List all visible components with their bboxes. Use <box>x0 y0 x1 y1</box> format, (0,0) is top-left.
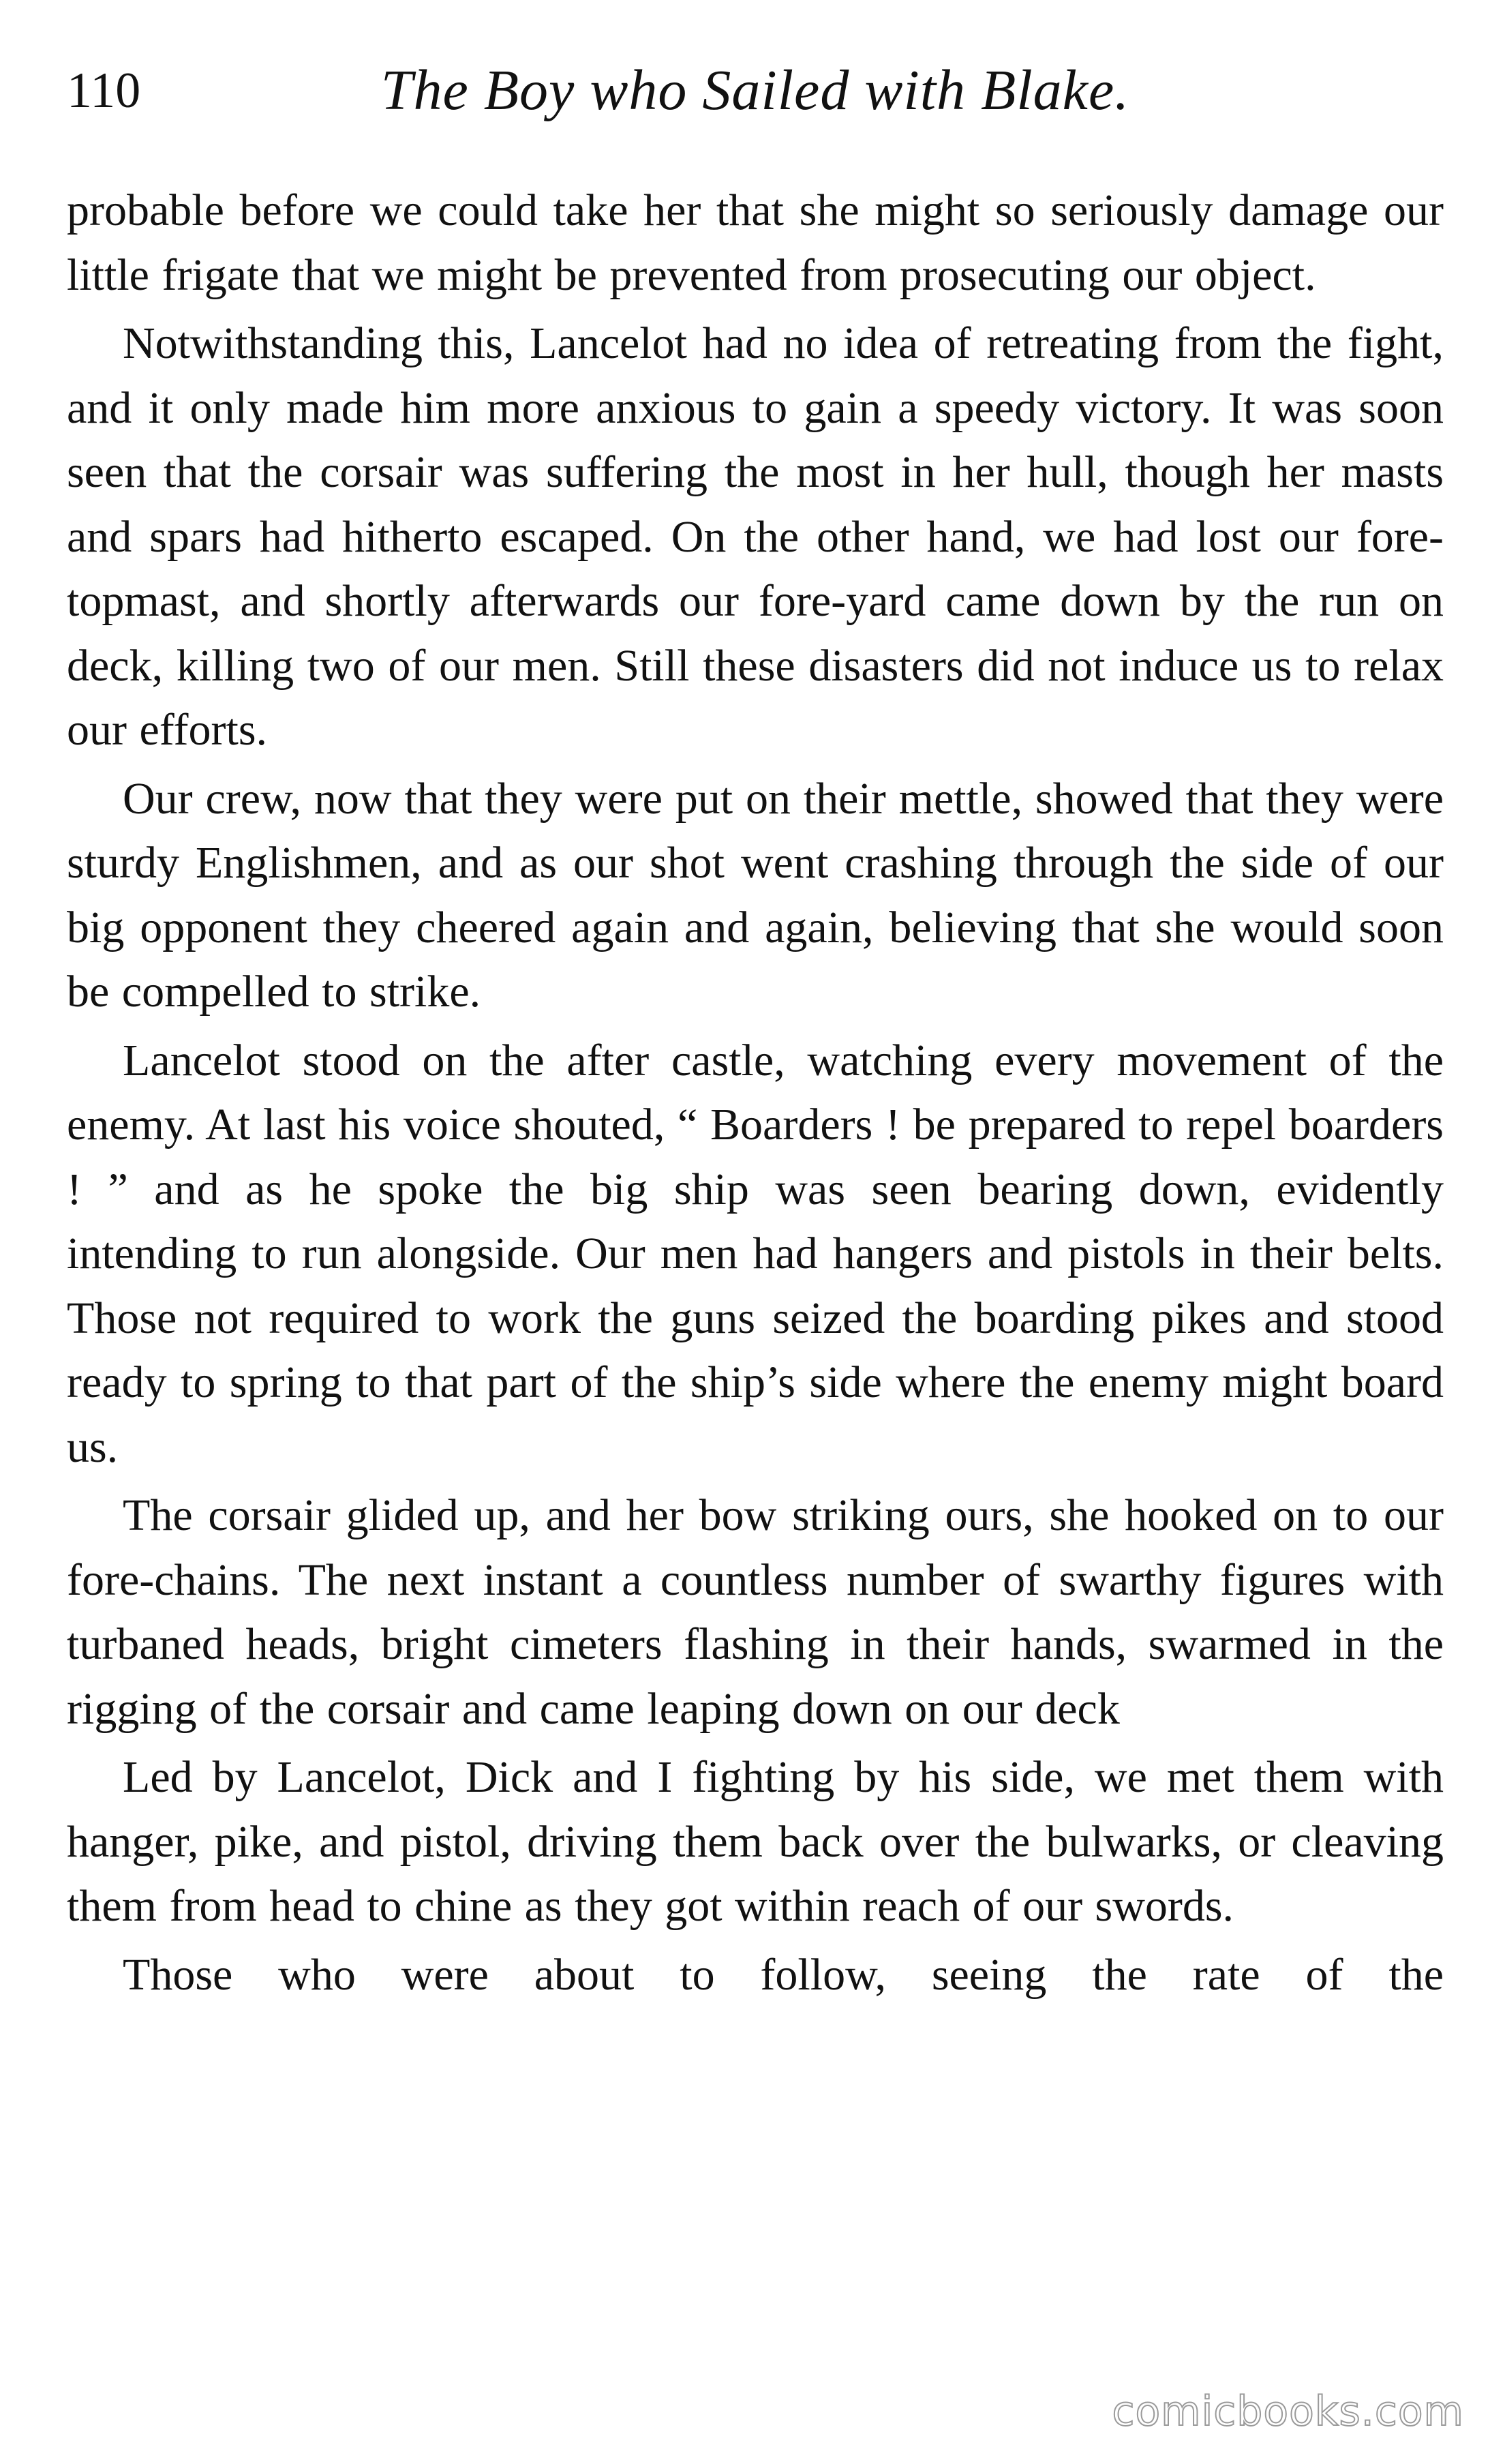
page-header <box>67 53 1444 128</box>
paragraph-1: probable before we could take her that she might so seriously damage our little frigate that we might be prevented from prosecuting our object. <box>67 185 1444 300</box>
paragraph-4: Lancelot stood on the after castle, watching every movement of the enemy. At last his voice shouted, “ Boarders ! be prepared to repel boarders ! ” and as he spoke the big ship was seen bearing down, evidently intending to run alongside. Our men had hangers and pistols in their belts. Those not required to work the guns seized the boarding pikes and stood ready to spring to that part of the ship’s side where the enemy might board us. <box>67 1035 1444 1472</box>
paragraph-7: Those who were about to follow, seeing the rate of the <box>123 1949 1444 2000</box>
paragraph-5: The corsair glided up, and her bow striking ours, she hooked on to our fore-chains. The next instant a countless number of swarthy figures with turbaned heads, bright cimeters flashing in their hands, swarmed in the rigging of the corsair and came leaping down on our deck <box>67 1490 1444 1734</box>
running-title: The Boy who Sailed with Blake. <box>380 59 1130 122</box>
paragraph-6: Led by Lancelot, Dick and I fighting by his side, we met them with hanger, pike, and pistol, driving them back over the bulwarks, or cleaving them from head to chine as they got within reach of our swords. <box>67 1752 1444 1931</box>
watermark: comicbooks.com <box>1112 2388 1464 2435</box>
paragraph-2: Notwithstanding this, Lancelot had no idea of retreating from the fight, and it only made him more anxious to gain a speedy victory. It was soon seen that the corsair was suffering the most in her hull, though her masts and spars had hitherto escaped. On the other hand, we had lost our fore-topmast, and shortly afterwards our fore-yard came down by the run on deck, killing two of our men. Still these disasters did not induce us to relax our efforts. <box>67 318 1444 755</box>
paragraph-3: Our crew, now that they were put on their mettle, showed that they were sturdy Englishmen, and as our shot went crashing through the side of our big opponent they cheered again and again, believing that she would soon be compelled to strike. <box>67 773 1444 1017</box>
page-number: 110 <box>67 63 141 119</box>
body-text <box>67 179 1444 2011</box>
